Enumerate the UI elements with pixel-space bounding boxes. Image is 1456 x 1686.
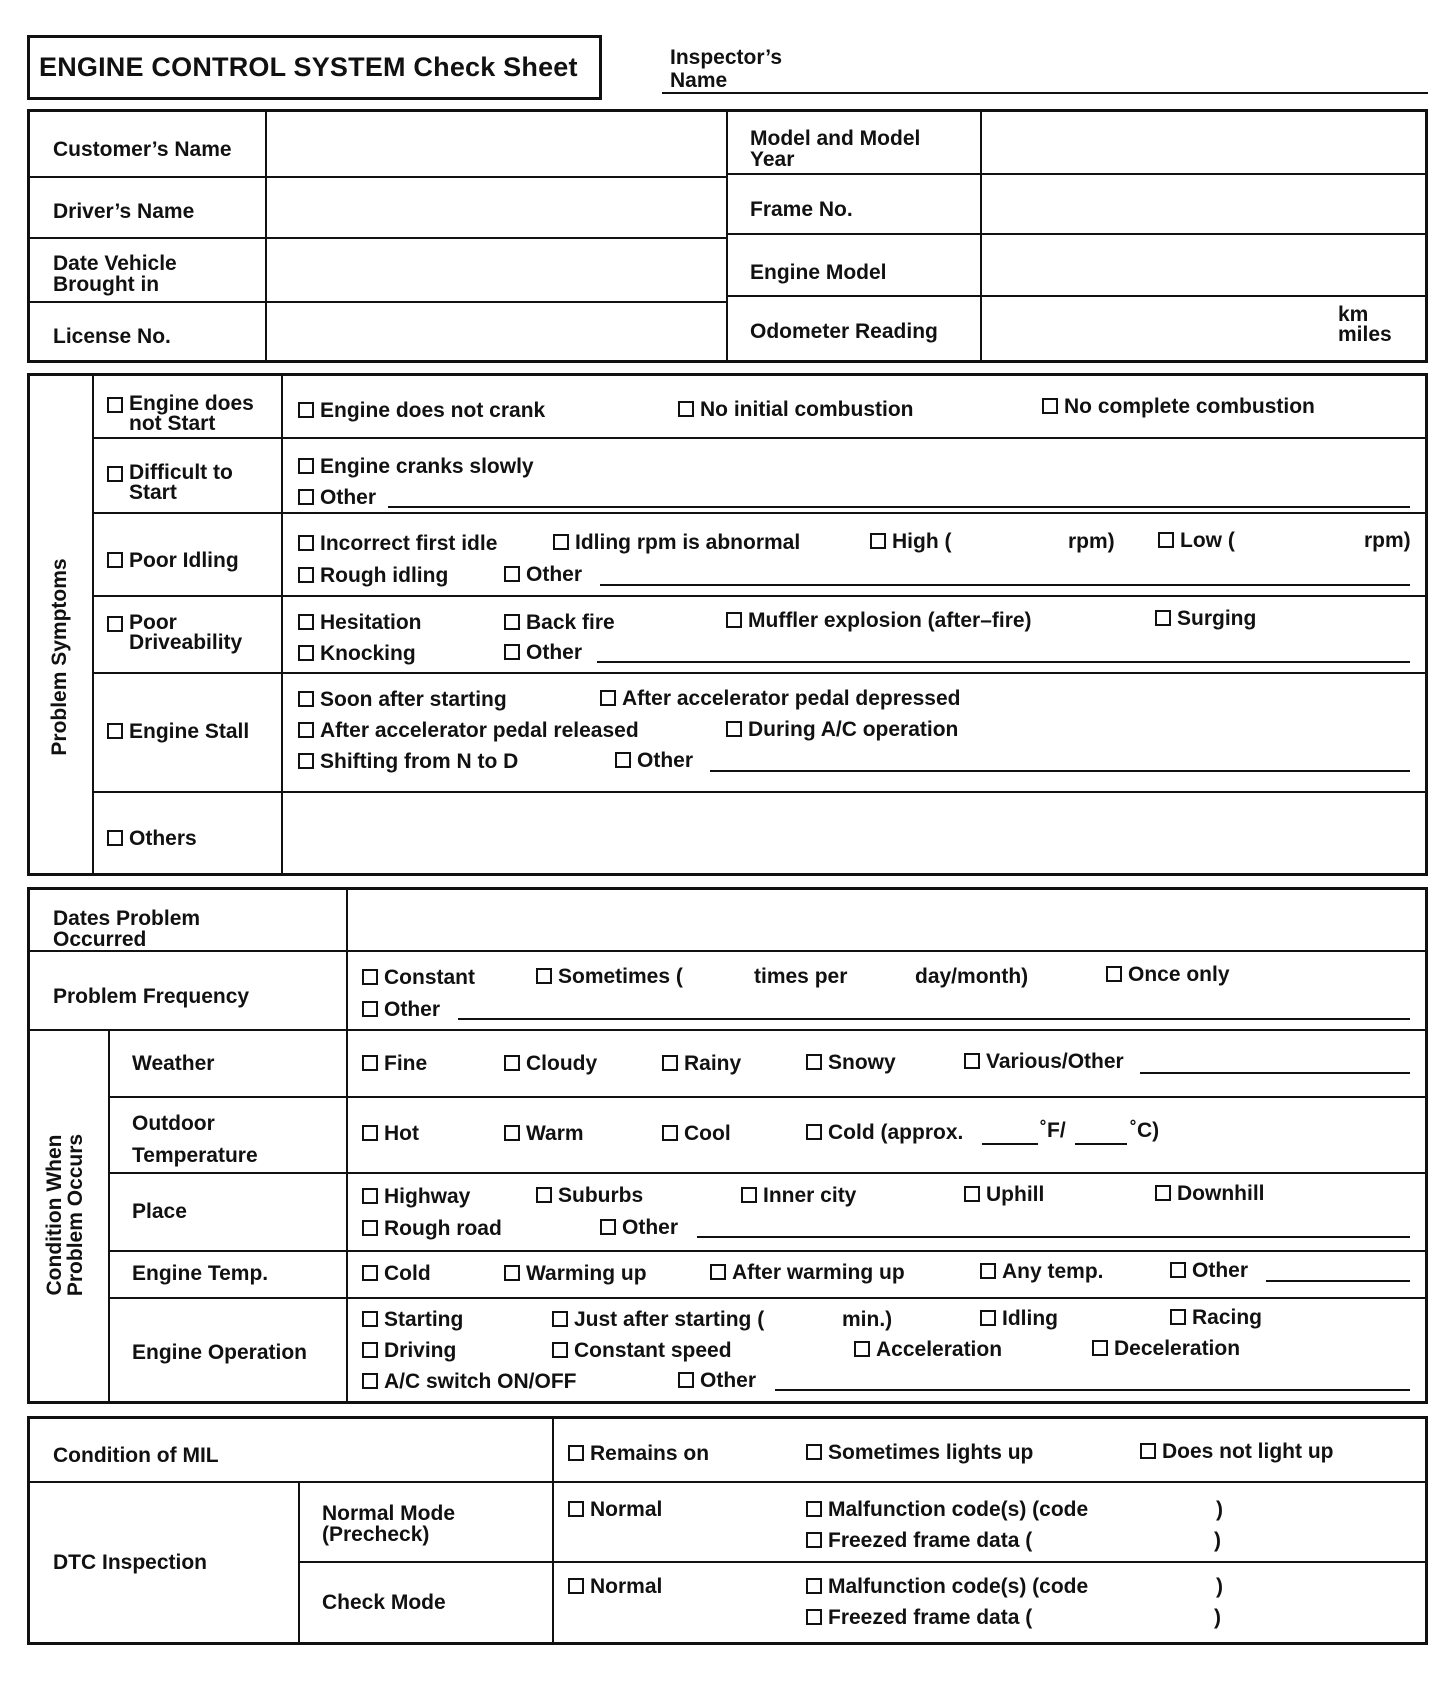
opt-rough-road[interactable]: Rough road bbox=[362, 1218, 502, 1240]
weather-other-line[interactable] bbox=[1140, 1072, 1410, 1074]
checkbox[interactable] bbox=[298, 402, 314, 418]
normal-freeze-close: ) bbox=[1214, 1529, 1221, 1552]
checkbox[interactable] bbox=[107, 830, 123, 846]
opt-cool[interactable]: Cool bbox=[662, 1123, 731, 1145]
checkbox[interactable] bbox=[298, 535, 314, 551]
stall-other-line[interactable] bbox=[710, 770, 1410, 772]
symptom-engine-stall[interactable]: Engine Stall bbox=[107, 721, 249, 743]
opt-muffler-explosion[interactable]: Muffler explosion (after–fire) bbox=[726, 610, 1032, 632]
checkbox[interactable] bbox=[107, 723, 123, 739]
checkbox[interactable] bbox=[568, 1501, 584, 1517]
checkbox[interactable] bbox=[726, 612, 742, 628]
opt-rough-idling[interactable]: Rough idling bbox=[298, 565, 448, 587]
checkbox[interactable] bbox=[504, 1265, 520, 1281]
checkbox[interactable] bbox=[678, 1372, 694, 1388]
checkbox[interactable] bbox=[1155, 1185, 1171, 1201]
opt-operation-other[interactable]: Other bbox=[678, 1370, 756, 1392]
opt-frequency-other[interactable]: Other bbox=[362, 999, 440, 1021]
checkbox[interactable] bbox=[870, 533, 886, 549]
weather-label: Weather bbox=[132, 1052, 215, 1075]
opt-constant[interactable]: Constant bbox=[362, 967, 475, 989]
opt-starting[interactable]: Starting bbox=[362, 1309, 463, 1331]
opt-engine-temp-other[interactable]: Other bbox=[1170, 1260, 1248, 1282]
opt-hot[interactable]: Hot bbox=[362, 1123, 419, 1145]
checkbox[interactable] bbox=[964, 1186, 980, 1202]
opt-no-initial-combustion[interactable]: No initial combustion bbox=[678, 399, 914, 421]
checkbox[interactable] bbox=[504, 644, 520, 660]
checkbox[interactable] bbox=[600, 690, 616, 706]
checkbox[interactable] bbox=[710, 1264, 726, 1280]
opt-low-rpm[interactable]: Low ( bbox=[1158, 530, 1235, 552]
checkbox[interactable] bbox=[298, 645, 314, 661]
mil-label: Condition of MIL bbox=[53, 1444, 219, 1467]
symptom-poor-driveability[interactable]: Poor Driveability bbox=[107, 613, 242, 653]
checkbox[interactable] bbox=[854, 1341, 870, 1357]
place-other-line[interactable] bbox=[697, 1236, 1410, 1238]
date-vehicle-label: Date Vehicle Brought in bbox=[53, 252, 177, 296]
checkbox[interactable] bbox=[806, 1124, 822, 1140]
checkbox[interactable] bbox=[298, 722, 314, 738]
checkbox[interactable] bbox=[806, 1532, 822, 1548]
checkbox[interactable] bbox=[678, 401, 694, 417]
checkbox[interactable] bbox=[662, 1125, 678, 1141]
opt-snowy[interactable]: Snowy bbox=[806, 1052, 896, 1074]
checkbox[interactable] bbox=[568, 1445, 584, 1461]
checkbox[interactable] bbox=[298, 753, 314, 769]
checkbox[interactable] bbox=[1106, 966, 1122, 982]
opt-uphill[interactable]: Uphill bbox=[964, 1184, 1044, 1206]
opt-normal-mode-normal[interactable]: Normal bbox=[568, 1499, 662, 1521]
outdoor-temp-label: Outdoor Temperature bbox=[132, 1112, 258, 1167]
temp-c-line[interactable] bbox=[1075, 1143, 1127, 1145]
problem-symptoms-section-label: Problem Symptoms bbox=[48, 558, 71, 756]
opt-just-after-starting[interactable]: Just after starting ( bbox=[552, 1309, 764, 1331]
odometer-units: km miles bbox=[1338, 303, 1392, 346]
opt-hesitation[interactable]: Hesitation bbox=[298, 612, 422, 634]
engine-operation-label: Engine Operation bbox=[132, 1341, 308, 1364]
license-no-label: License No. bbox=[53, 325, 171, 348]
opt-fine[interactable]: Fine bbox=[362, 1053, 427, 1075]
problem-frequency-label: Problem Frequency bbox=[53, 985, 250, 1008]
engine-temp-other-line[interactable] bbox=[1266, 1280, 1410, 1282]
checkbox[interactable] bbox=[362, 1265, 378, 1281]
opt-sometimes-lights-up[interactable]: Sometimes lights up bbox=[806, 1442, 1033, 1464]
opt-warm[interactable]: Warm bbox=[504, 1123, 584, 1145]
high-rpm-unit: rpm) bbox=[1068, 530, 1115, 553]
checkbox[interactable] bbox=[298, 614, 314, 630]
checkbox[interactable] bbox=[1170, 1309, 1186, 1325]
opt-rainy[interactable]: Rainy bbox=[662, 1053, 741, 1075]
opt-check-mode-malfunction[interactable]: Malfunction code(s) (code bbox=[806, 1576, 1088, 1598]
driver-name-label: Driver’s Name bbox=[53, 200, 195, 223]
day-month-label: day/month) bbox=[915, 965, 1029, 988]
opt-suburbs[interactable]: Suburbs bbox=[536, 1185, 643, 1207]
opt-stall-other[interactable]: Other bbox=[615, 750, 693, 772]
opt-driving[interactable]: Driving bbox=[362, 1340, 456, 1362]
opt-once-only[interactable]: Once only bbox=[1106, 964, 1230, 986]
opt-shifting-n-to-d[interactable]: Shifting from N to D bbox=[298, 751, 518, 773]
operation-other-line[interactable] bbox=[775, 1389, 1410, 1391]
checkbox[interactable] bbox=[741, 1187, 757, 1203]
idling-other-line[interactable] bbox=[600, 584, 1410, 586]
deg-c-label: ˚C) bbox=[1130, 1119, 1160, 1142]
checkbox[interactable] bbox=[980, 1310, 996, 1326]
checkbox[interactable] bbox=[107, 616, 123, 632]
checkbox[interactable] bbox=[298, 567, 314, 583]
opt-no-complete-combustion[interactable]: No complete combustion bbox=[1042, 396, 1315, 418]
symptom-difficult-to-start[interactable]: Difficult to Start bbox=[107, 463, 233, 503]
checkbox[interactable] bbox=[964, 1053, 980, 1069]
checkbox[interactable] bbox=[362, 1342, 378, 1358]
opt-engine-cranks-slowly[interactable]: Engine cranks slowly bbox=[298, 456, 534, 478]
low-rpm-unit: rpm) bbox=[1364, 529, 1411, 552]
difficult-other-line[interactable] bbox=[388, 506, 1410, 508]
opt-constant-speed[interactable]: Constant speed bbox=[552, 1340, 732, 1362]
symptom-others[interactable]: Others bbox=[107, 828, 197, 850]
opt-cold-approx[interactable]: Cold (approx. bbox=[806, 1122, 963, 1144]
checkbox[interactable] bbox=[362, 1311, 378, 1327]
customer-name-label: Customer’s Name bbox=[53, 138, 232, 161]
opt-after-pedal-depressed[interactable]: After accelerator pedal depressed bbox=[600, 688, 960, 710]
opt-inner-city[interactable]: Inner city bbox=[741, 1185, 856, 1207]
opt-incorrect-first-idle[interactable]: Incorrect first idle bbox=[298, 533, 497, 555]
place-label: Place bbox=[132, 1200, 187, 1223]
opt-soon-after-starting[interactable]: Soon after starting bbox=[298, 689, 507, 711]
opt-remains-on[interactable]: Remains on bbox=[568, 1443, 709, 1465]
min-label: min.) bbox=[842, 1308, 893, 1331]
opt-racing[interactable]: Racing bbox=[1170, 1307, 1262, 1329]
checkbox[interactable] bbox=[1140, 1443, 1156, 1459]
checkbox[interactable] bbox=[1155, 610, 1171, 626]
checkbox[interactable] bbox=[600, 1219, 616, 1235]
symptom-poor-idling[interactable]: Poor Idling bbox=[107, 550, 239, 572]
checkbox[interactable] bbox=[107, 552, 123, 568]
checkbox[interactable] bbox=[1170, 1262, 1186, 1278]
dates-problem-label: Dates Problem Occurred bbox=[53, 907, 201, 951]
opt-engine-does-not-crank[interactable]: Engine does not crank bbox=[298, 400, 545, 422]
opt-highway[interactable]: Highway bbox=[362, 1186, 470, 1208]
opt-any-temp[interactable]: Any temp. bbox=[980, 1261, 1104, 1283]
checkbox[interactable] bbox=[298, 691, 314, 707]
opt-deceleration[interactable]: Deceleration bbox=[1092, 1338, 1240, 1360]
opt-idling[interactable]: Idling bbox=[980, 1308, 1058, 1330]
symptom-no-start[interactable]: Engine does not Start bbox=[107, 394, 254, 434]
opt-back-fire[interactable]: Back fire bbox=[504, 612, 615, 634]
checkbox[interactable] bbox=[362, 1373, 378, 1389]
odometer-label: Odometer Reading bbox=[750, 320, 938, 343]
opt-idling-other[interactable]: Other bbox=[504, 564, 582, 586]
opt-cold[interactable]: Cold bbox=[362, 1263, 431, 1285]
opt-various-other[interactable]: Various/Other bbox=[964, 1051, 1124, 1073]
checkbox[interactable] bbox=[806, 1609, 822, 1625]
inspector-name-label: Inspector’s Name bbox=[670, 46, 783, 92]
checkbox[interactable] bbox=[362, 1055, 378, 1071]
checkbox[interactable] bbox=[362, 1188, 378, 1204]
opt-place-other[interactable]: Other bbox=[600, 1217, 678, 1239]
inspector-name-field[interactable] bbox=[662, 92, 1428, 94]
dtc-inspection-label: DTC Inspection bbox=[53, 1551, 208, 1574]
checkbox[interactable] bbox=[553, 534, 569, 550]
checkbox[interactable] bbox=[806, 1578, 822, 1594]
times-per-label: times per bbox=[754, 965, 848, 988]
opt-high-rpm[interactable]: High ( bbox=[870, 531, 951, 553]
frame-no-label: Frame No. bbox=[750, 198, 853, 221]
opt-knocking[interactable]: Knocking bbox=[298, 643, 416, 665]
opt-after-warming-up[interactable]: After warming up bbox=[710, 1262, 905, 1284]
checkbox[interactable] bbox=[662, 1055, 678, 1071]
opt-difficult-other[interactable]: Other bbox=[298, 487, 376, 509]
checkbox[interactable] bbox=[568, 1578, 584, 1594]
model-year-label: Model and Model Year bbox=[750, 127, 921, 171]
check-freeze-close: ) bbox=[1214, 1606, 1221, 1629]
checkbox[interactable] bbox=[504, 1125, 520, 1141]
checkbox[interactable] bbox=[362, 1001, 378, 1017]
check-malfunction-close: ) bbox=[1216, 1575, 1223, 1598]
checkbox[interactable] bbox=[362, 1220, 378, 1236]
checkbox[interactable] bbox=[107, 466, 123, 482]
drive-other-line[interactable] bbox=[597, 661, 1410, 663]
page-title: ENGINE CONTROL SYSTEM Check Sheet bbox=[27, 35, 602, 100]
opt-during-ac-operation[interactable]: During A/C operation bbox=[726, 719, 958, 741]
opt-normal-mode-freeze[interactable]: Freezed frame data ( bbox=[806, 1530, 1032, 1552]
opt-check-mode-normal[interactable]: Normal bbox=[568, 1576, 662, 1598]
checkbox[interactable] bbox=[552, 1342, 568, 1358]
checkbox[interactable] bbox=[362, 969, 378, 985]
checkbox[interactable] bbox=[806, 1054, 822, 1070]
checkbox[interactable] bbox=[504, 1055, 520, 1071]
condition-section-label: Condition When Problem Occurs bbox=[43, 1133, 87, 1297]
checkbox[interactable] bbox=[615, 752, 631, 768]
checkbox[interactable] bbox=[504, 614, 520, 630]
opt-check-mode-freeze[interactable]: Freezed frame data ( bbox=[806, 1607, 1032, 1629]
temp-f-line[interactable] bbox=[982, 1143, 1038, 1145]
checkbox[interactable] bbox=[536, 1187, 552, 1203]
engine-model-label: Engine Model bbox=[750, 261, 887, 284]
checkbox[interactable] bbox=[298, 489, 314, 505]
opt-normal-mode-malfunction[interactable]: Malfunction code(s) (code bbox=[806, 1499, 1088, 1521]
opt-does-not-light-up[interactable]: Does not light up bbox=[1140, 1441, 1333, 1463]
checkbox[interactable] bbox=[552, 1311, 568, 1327]
opt-drive-other[interactable]: Other bbox=[504, 642, 582, 664]
opt-downhill[interactable]: Downhill bbox=[1155, 1183, 1265, 1205]
opt-warming-up[interactable]: Warming up bbox=[504, 1263, 647, 1285]
normal-mode-label: Normal Mode (Precheck) bbox=[322, 1502, 456, 1546]
opt-acceleration[interactable]: Acceleration bbox=[854, 1339, 1002, 1361]
deg-f-label: ˚F/ bbox=[1040, 1119, 1066, 1142]
opt-idling-rpm-abnormal[interactable]: Idling rpm is abnormal bbox=[553, 532, 800, 554]
opt-cloudy[interactable]: Cloudy bbox=[504, 1053, 597, 1075]
engine-temp-label: Engine Temp. bbox=[132, 1262, 269, 1285]
opt-ac-switch[interactable]: A/C switch ON/OFF bbox=[362, 1371, 577, 1393]
checkbox[interactable] bbox=[726, 721, 742, 737]
checkbox[interactable] bbox=[298, 458, 314, 474]
checkbox[interactable] bbox=[107, 397, 123, 413]
checkbox[interactable] bbox=[536, 968, 552, 984]
checkbox[interactable] bbox=[1042, 398, 1058, 414]
checkbox[interactable] bbox=[362, 1125, 378, 1141]
frequency-other-line[interactable] bbox=[458, 1018, 1410, 1020]
checkbox[interactable] bbox=[504, 566, 520, 582]
normal-malfunction-close: ) bbox=[1216, 1498, 1223, 1521]
checkbox[interactable] bbox=[980, 1263, 996, 1279]
opt-sometimes[interactable]: Sometimes ( bbox=[536, 966, 683, 988]
opt-surging[interactable]: Surging bbox=[1155, 608, 1256, 630]
checkbox[interactable] bbox=[1092, 1340, 1108, 1356]
opt-after-pedal-released[interactable]: After accelerator pedal released bbox=[298, 720, 639, 742]
checkbox[interactable] bbox=[806, 1501, 822, 1517]
checkbox[interactable] bbox=[1158, 532, 1174, 548]
checkbox[interactable] bbox=[806, 1444, 822, 1460]
check-mode-label: Check Mode bbox=[322, 1591, 446, 1614]
